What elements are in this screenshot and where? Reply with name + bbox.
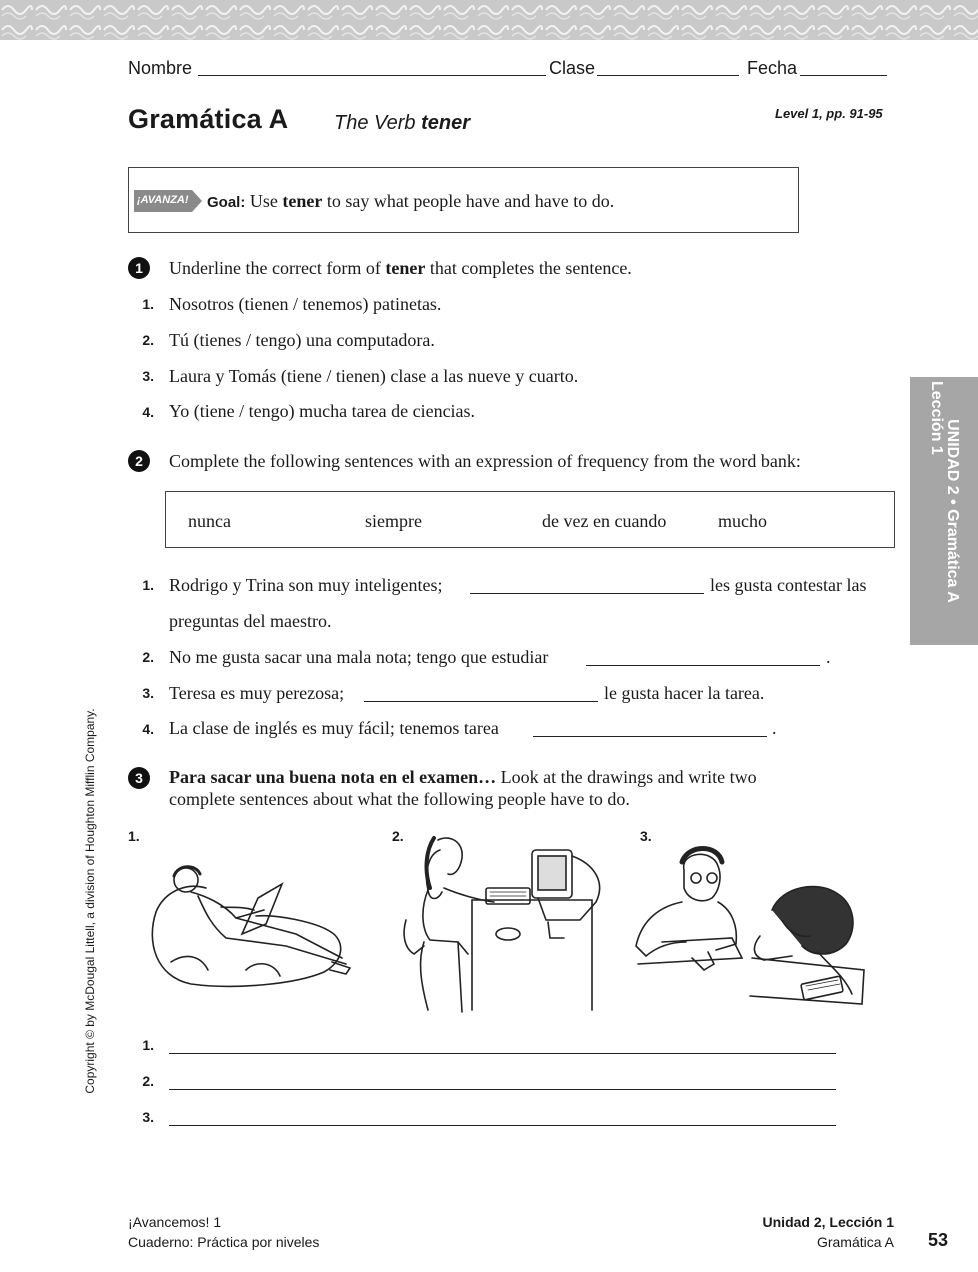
answer-2-number: 2. — [142, 1073, 154, 1089]
answer-2-line[interactable] — [169, 1089, 836, 1090]
goal-text-pre: Use — [245, 191, 283, 211]
s2-item-3-number: 3. — [142, 685, 154, 701]
fecha-label: Fecha — [747, 58, 798, 78]
s1-item-4-number: 4. — [142, 404, 154, 420]
avanza-badge — [134, 190, 202, 212]
page-subtitle — [334, 112, 470, 135]
s1-item-3-number: 3. — [142, 368, 154, 384]
side-tab-line2: Lección 1 — [928, 381, 945, 455]
s2-item-3-pre: Teresa es muy perezosa; — [169, 683, 345, 703]
s1-item-4-text[interactable]: Yo (tiene / tengo) mucha tarea de ciencias. — [169, 401, 476, 421]
goal-text-post: to say what people have and have to do. — [322, 191, 615, 211]
goal-text-bold: tener — [282, 191, 323, 211]
pattern-graphic — [0, 0, 978, 40]
s2-item-2-blank[interactable] — [586, 665, 820, 666]
subtitle-prefix: The Verb — [334, 112, 422, 134]
s2-item-1-cont: preguntas del maestro. — [169, 611, 332, 631]
section-3-instructions — [169, 767, 757, 788]
section-1-instr-post: that completes the sentence. — [425, 258, 632, 278]
s2-item-4-post: . — [772, 718, 777, 738]
footer-section: Gramática A — [816, 1234, 894, 1250]
drawing-1-label: 1. — [128, 828, 140, 844]
s2-item-3-blank[interactable] — [364, 701, 598, 702]
decorative-top-band — [0, 0, 978, 40]
s1-item-2-text[interactable]: Tú (tienes / tengo) una computadora. — [169, 330, 435, 350]
s1-item-2-number: 2. — [142, 332, 154, 348]
goal-label: Goal: — [207, 194, 246, 211]
s2-item-4-number: 4. — [142, 721, 154, 737]
section-1-number: 1 — [128, 257, 150, 279]
s2-item-3-post: le gusta hacer la tarea. — [604, 683, 765, 703]
s1-item-1-number: 1. — [142, 296, 154, 312]
s2-item-1-blank[interactable] — [470, 593, 704, 594]
side-tab-line1: UNIDAD 2 • Gramática A — [944, 419, 961, 603]
s2-item-2-number: 2. — [142, 649, 154, 665]
footer-book-title: ¡Avancemos! 1 — [128, 1214, 222, 1230]
s2-item-4-pre: La clase de inglés es muy fácil; tenemos tarea — [169, 718, 499, 738]
drawing-computer-desk — [398, 830, 608, 1016]
footer-book-subtitle: Cuaderno: Práctica por niveles — [128, 1234, 320, 1250]
page-number: 53 — [928, 1230, 949, 1250]
s1-item-1-text[interactable]: Nosotros (tienen / tenemos) patinetas. — [169, 294, 442, 314]
word-bank-item: mucho — [718, 511, 767, 531]
fecha-field[interactable] — [800, 75, 887, 76]
level-reference: Level 1, pp. 91-95 — [775, 106, 883, 121]
clase-field[interactable] — [597, 75, 739, 76]
s2-item-1-number: 1. — [142, 577, 154, 593]
section-2-instructions: Complete the following sentences with an expression of frequency from the word bank: — [169, 451, 801, 471]
drawing-2-label: 2. — [392, 828, 404, 844]
drawing-3-label: 3. — [640, 828, 652, 844]
footer-unit: Unidad 2, Lección 1 — [762, 1214, 894, 1230]
avanza-badge-text: ¡AVANZA! — [137, 194, 189, 206]
section-1-instructions — [169, 258, 632, 279]
s2-item-4-blank[interactable] — [533, 736, 767, 737]
section-1-instr-bold: tener — [385, 258, 426, 278]
section-3-instructions-line2: complete sentences about what the following people have to do. — [169, 789, 630, 809]
section-3-instr-rest: Look at the drawings and write two — [496, 767, 757, 787]
s1-item-3-text[interactable]: Laura y Tomás (tiene / tienen) clase a las nueve y cuarto. — [169, 366, 579, 386]
copyright-notice: Copyright © by McDougal Littell, a division of Houghton Mifflin Company. — [83, 708, 97, 1094]
answer-3-line[interactable] — [169, 1125, 836, 1126]
section-1-instr-pre: Underline the correct form of — [169, 258, 386, 278]
subtitle-verb: tener — [421, 112, 470, 134]
nombre-field[interactable] — [198, 75, 546, 76]
word-bank — [165, 491, 895, 548]
s2-item-2-post: . — [826, 647, 831, 667]
word-bank-item: de vez en cuando — [542, 511, 667, 531]
drawing-reading-bean-bag — [146, 852, 356, 992]
nombre-label: Nombre — [128, 58, 193, 78]
section-3-number: 3 — [128, 767, 150, 789]
goal-text — [207, 191, 614, 212]
word-bank-item: nunca — [188, 511, 231, 531]
page-title: Gramática A — [128, 104, 289, 134]
drawing-students-studying — [632, 846, 882, 1006]
answer-1-line[interactable] — [169, 1053, 836, 1054]
answer-3-number: 3. — [142, 1109, 154, 1125]
s2-item-2-pre: No me gusta sacar una mala nota; tengo que estudiar — [169, 647, 549, 667]
word-bank-item: siempre — [365, 511, 422, 531]
answer-1-number: 1. — [142, 1037, 154, 1053]
clase-label: Clase — [549, 58, 596, 78]
section-3-instr-bold: Para sacar una buena nota en el examen… — [169, 767, 497, 787]
s2-item-1-pre: Rodrigo y Trina son muy inteligentes; — [169, 575, 443, 595]
section-2-number: 2 — [128, 450, 150, 472]
side-tab-text — [928, 377, 960, 645]
s2-item-1-post: les gusta contestar las — [710, 575, 867, 595]
